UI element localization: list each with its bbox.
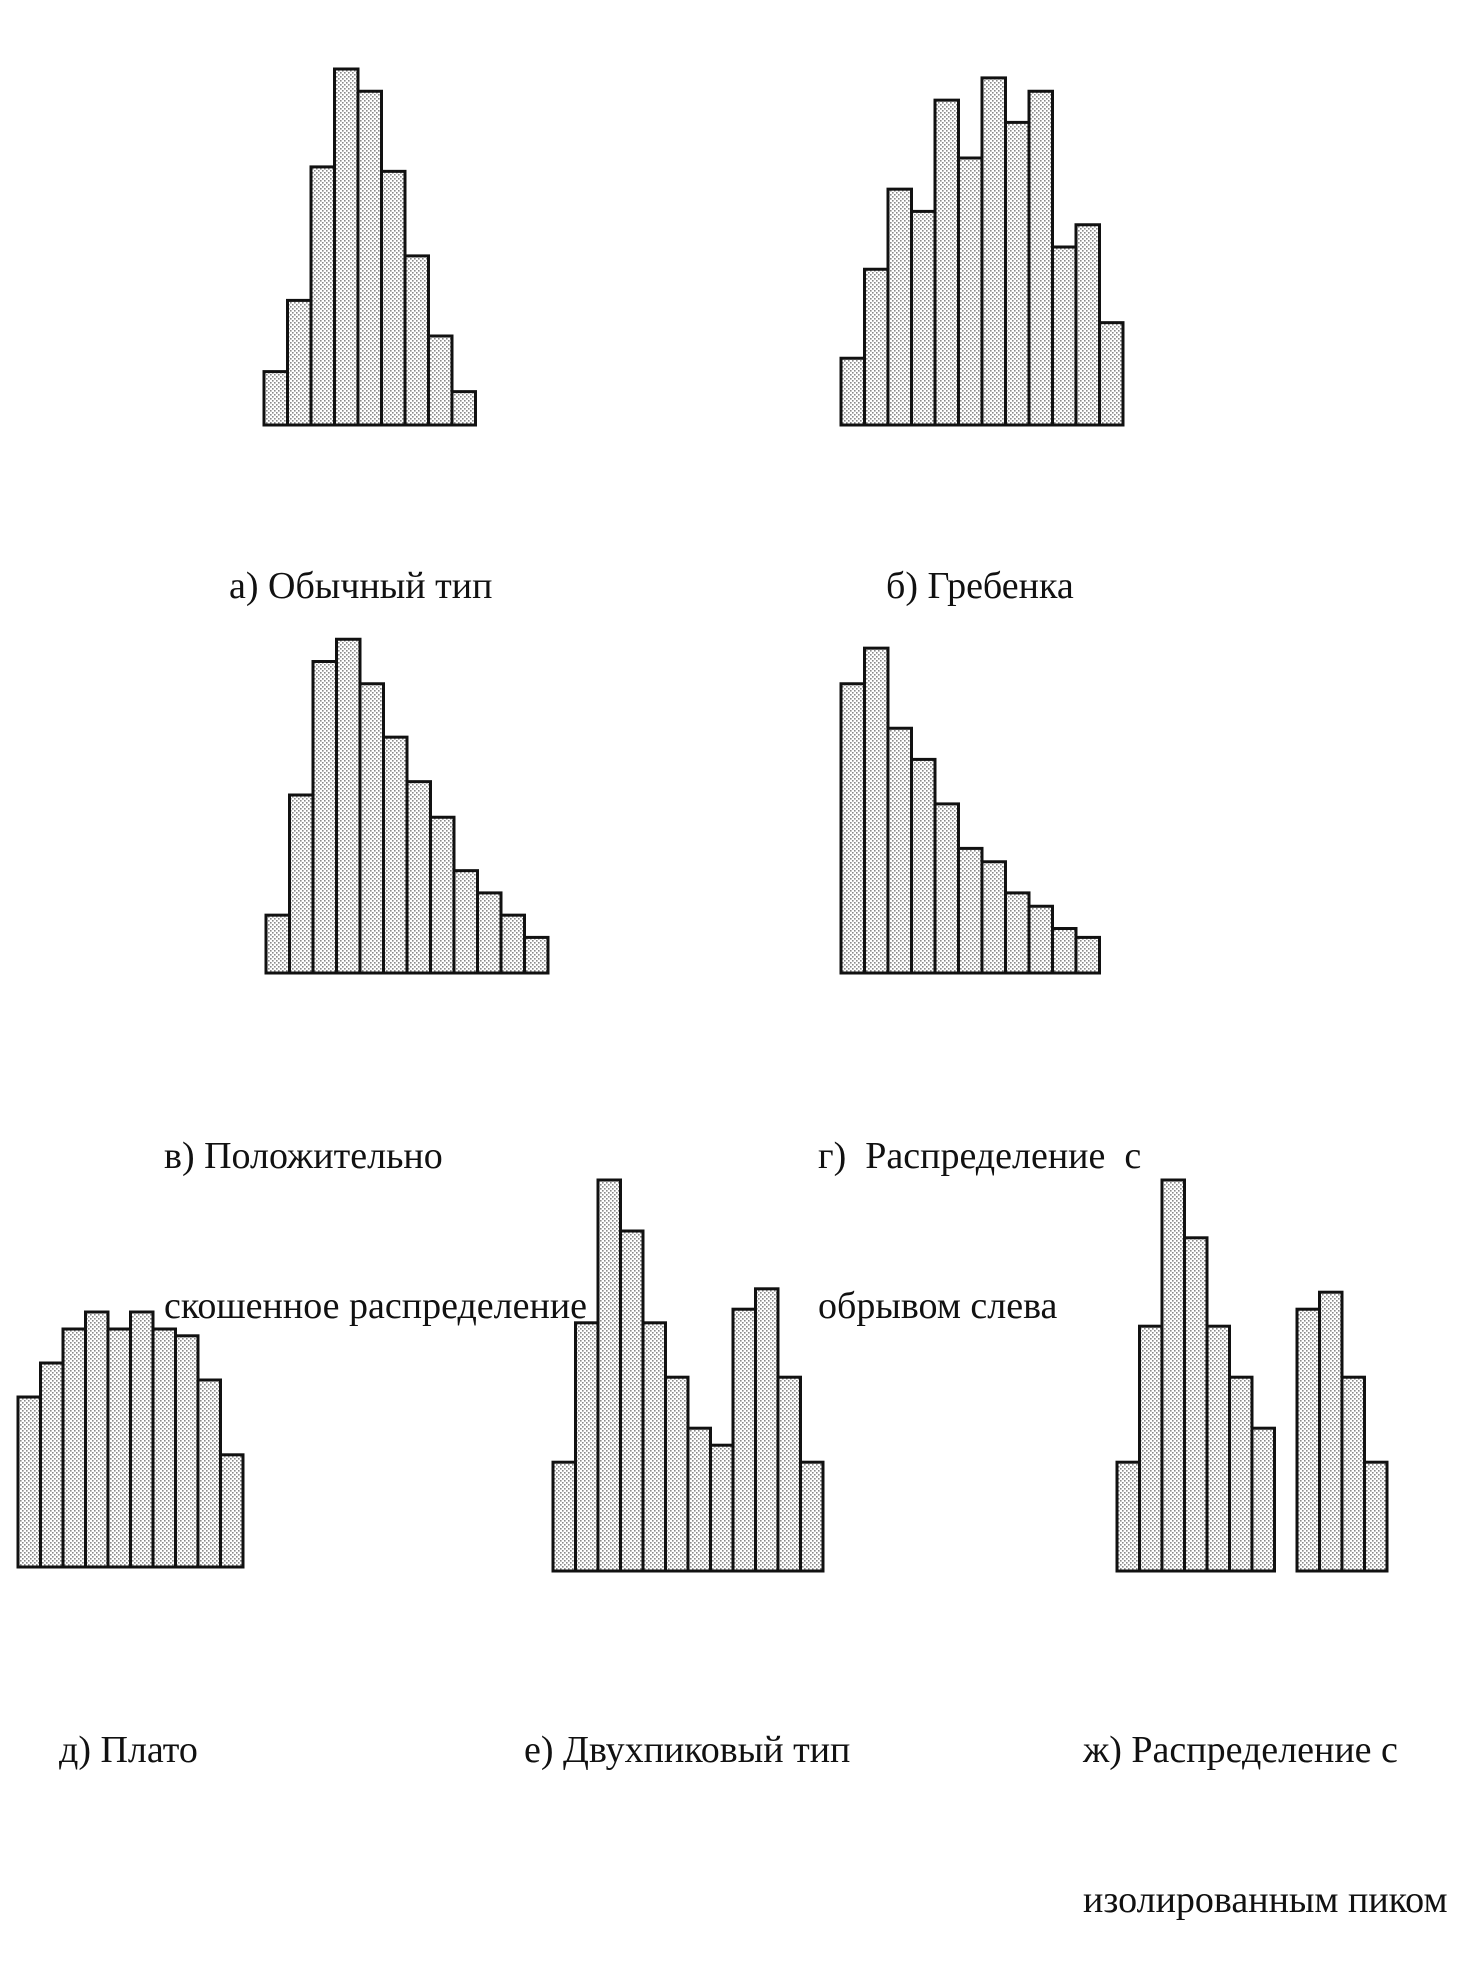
histogram-a-bar-2 xyxy=(288,300,312,425)
histogram-v-bar-4 xyxy=(337,639,361,973)
caption-e xyxy=(524,1625,850,1825)
histogram-zh-bar-12 xyxy=(1365,1462,1388,1571)
histogram-e-bar-10 xyxy=(756,1289,779,1571)
caption-v-line2: скошенное распределение xyxy=(164,1285,588,1327)
histogram-e-bar-3 xyxy=(598,1180,621,1571)
histogram-d-bar-6 xyxy=(131,1312,154,1567)
histogram-b-bar-12 xyxy=(1100,323,1124,425)
caption-g xyxy=(818,1031,1141,1381)
histogram-d-bar-10 xyxy=(221,1455,244,1567)
histogram-v-bar-11 xyxy=(501,915,525,973)
histogram-b-bar-7 xyxy=(982,78,1006,425)
caption-a-line1: а) Обычный тип xyxy=(229,565,493,607)
histogram-d-bar-5 xyxy=(108,1329,131,1567)
histogram-a-bar-4 xyxy=(335,69,359,425)
caption-b-line1: б) Гребенка xyxy=(886,565,1074,607)
histogram-d-bar-9 xyxy=(198,1380,221,1567)
caption-zh xyxy=(1083,1625,1448,1975)
caption-d-line1: д) Плато xyxy=(59,1729,198,1771)
histogram-g-bar-1 xyxy=(841,684,865,973)
histogram-g-bar-2 xyxy=(865,648,889,973)
caption-a xyxy=(229,461,492,661)
histogram-b xyxy=(840,78,1125,425)
histogram-g-bar-7 xyxy=(982,862,1006,973)
caption-d xyxy=(59,1625,198,1825)
histogram-d-bar-1 xyxy=(18,1397,41,1567)
histogram-zh-bar-2 xyxy=(1140,1326,1163,1571)
histogram-zh-bar-6 xyxy=(1230,1377,1253,1571)
histogram-d-bar-3 xyxy=(63,1329,86,1567)
histogram-zh-bar-1 xyxy=(1117,1462,1140,1571)
histogram-b-bar-11 xyxy=(1076,225,1100,425)
histogram-b-bar-9 xyxy=(1029,91,1053,425)
histogram-e-bar-7 xyxy=(688,1428,711,1571)
histogram-v-bar-3 xyxy=(313,662,337,974)
caption-b xyxy=(886,461,1074,661)
histogram-a-bar-6 xyxy=(382,171,406,425)
histogram-b-bar-5 xyxy=(935,100,959,425)
histogram-e-bar-6 xyxy=(666,1377,689,1571)
histogram-v-bar-6 xyxy=(384,737,408,973)
histogram-a-bar-9 xyxy=(452,392,476,425)
histogram-v-bar-5 xyxy=(360,684,384,973)
histogram-g-bar-4 xyxy=(912,759,936,973)
histogram-v-bar-1 xyxy=(266,915,290,973)
histogram-zh-bar-9 xyxy=(1297,1309,1320,1571)
histogram-e-bar-9 xyxy=(733,1309,756,1571)
histogram-g xyxy=(840,648,1102,973)
histogram-zh-bar-7 xyxy=(1252,1428,1275,1571)
histogram-zh-bar-3 xyxy=(1162,1180,1185,1571)
histogram-e-bar-8 xyxy=(711,1445,734,1571)
histogram-e-bar-1 xyxy=(553,1462,576,1571)
histogram-v-bar-9 xyxy=(454,871,478,973)
histogram-e-bar-5 xyxy=(643,1323,666,1571)
histogram-e-bar-11 xyxy=(778,1377,801,1571)
histogram-v-bar-7 xyxy=(407,782,431,973)
histogram-b-bar-6 xyxy=(959,158,983,425)
caption-zh-line1: ж) Распределение с xyxy=(1083,1729,1398,1771)
histogram-a xyxy=(263,69,478,425)
histogram-g-bar-3 xyxy=(888,728,912,973)
caption-v xyxy=(164,1031,587,1381)
histogram-g-bar-8 xyxy=(1006,893,1030,973)
histogram-b-bar-2 xyxy=(865,269,889,425)
histogram-v-bar-12 xyxy=(525,937,549,973)
histogram-v xyxy=(265,639,550,973)
histogram-e-bar-12 xyxy=(801,1462,824,1571)
histogram-g-bar-11 xyxy=(1076,937,1100,973)
histogram-zh xyxy=(1116,1180,1389,1571)
histogram-a-bar-8 xyxy=(429,336,453,425)
caption-g-line2: обрывом слева xyxy=(818,1285,1058,1327)
histogram-a-bar-3 xyxy=(311,167,335,425)
caption-v-line1: в) Положительно xyxy=(164,1135,443,1177)
histogram-zh-bar-4 xyxy=(1185,1238,1208,1571)
histogram-zh-bar-5 xyxy=(1207,1326,1230,1571)
histogram-zh-bar-10 xyxy=(1320,1292,1343,1571)
histogram-b-bar-4 xyxy=(912,211,936,425)
histogram-g-bar-9 xyxy=(1029,906,1053,973)
histogram-b-bar-10 xyxy=(1053,247,1077,425)
histogram-b-bar-1 xyxy=(841,358,865,425)
histogram-a-bar-1 xyxy=(264,372,288,425)
histogram-g-bar-10 xyxy=(1053,929,1077,974)
histogram-v-bar-8 xyxy=(431,817,455,973)
histogram-a-bar-5 xyxy=(358,91,382,425)
histogram-d-bar-4 xyxy=(86,1312,109,1567)
histogram-a-bar-7 xyxy=(405,256,429,425)
histogram-zh-bar-11 xyxy=(1342,1377,1365,1571)
caption-zh-line2: изолированным пиком xyxy=(1083,1879,1448,1921)
histogram-b-bar-8 xyxy=(1006,122,1030,425)
histogram-v-bar-2 xyxy=(290,795,314,973)
histogram-e-bar-4 xyxy=(621,1231,644,1571)
histogram-b-bar-3 xyxy=(888,189,912,425)
histogram-e xyxy=(552,1180,825,1571)
histogram-v-bar-10 xyxy=(478,893,502,973)
histogram-g-bar-5 xyxy=(935,804,959,973)
histogram-d-bar-2 xyxy=(41,1363,64,1567)
caption-e-line1: е) Двухпиковый тип xyxy=(524,1729,851,1771)
caption-g-line1: г) Распределение с xyxy=(818,1135,1142,1177)
histogram-g-bar-6 xyxy=(959,848,983,973)
